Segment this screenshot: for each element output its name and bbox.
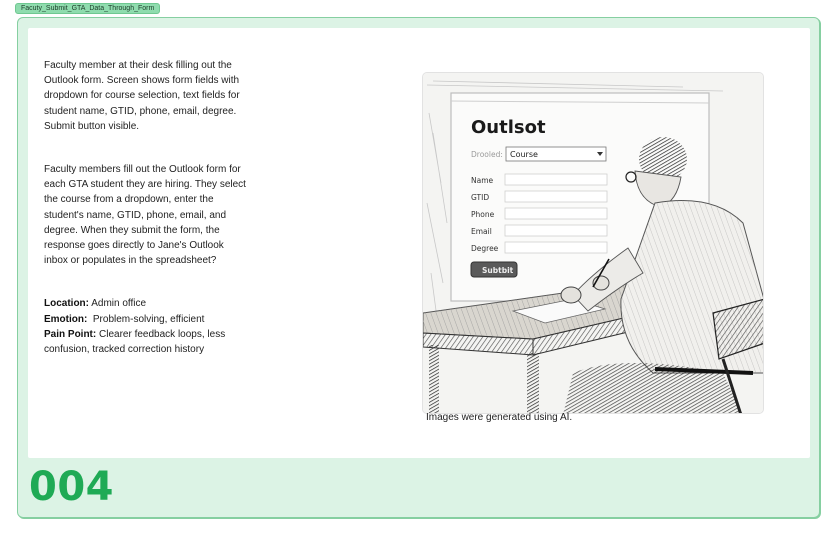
svg-text:Degree: Degree xyxy=(471,244,499,253)
scene-description: Faculty member at their desk filling out the Outlook form. Screen shows form fields with dropdown for course selection, text fields for student name, GTID, phone, email, degree. Submit button visible. xyxy=(44,60,240,132)
ai-illustration xyxy=(422,72,764,414)
pain-point-value: Clearer feedback loops, less confusion, tracked correction history xyxy=(44,328,226,356)
pain-point-row xyxy=(44,327,249,357)
svg-text:Course: Course xyxy=(510,150,538,159)
svg-text:Outlsot: Outlsot xyxy=(471,117,546,138)
location-label: Location: xyxy=(44,298,89,310)
narrative-text: Faculty members fill out the Outlook form for each GTA student they are hiring. They select the course from a dropdown, enter the student's name, GTID, phone, email, and degree. When they submit the form, the response goes directly to Jane's Outlook inbox or populates in the spreadsheet? xyxy=(44,164,246,267)
card-number: 004 xyxy=(29,464,114,510)
location-row xyxy=(44,296,249,311)
svg-text:Email: Email xyxy=(471,227,492,236)
svg-text:GTID: GTID xyxy=(471,193,490,202)
card-content-panel xyxy=(28,28,810,458)
emotion-row xyxy=(44,312,249,327)
svg-text:Drooled:: Drooled: xyxy=(471,150,503,159)
pain-point-label: Pain Point: xyxy=(44,328,97,340)
meta-block xyxy=(44,296,249,357)
svg-text:Subtbit: Subtbit xyxy=(482,266,514,275)
emotion-label: Emotion: xyxy=(44,313,88,325)
sketch-faculty-at-desk-icon xyxy=(423,73,764,414)
svg-text:Phone: Phone xyxy=(471,210,495,219)
text-column xyxy=(44,58,249,357)
storyboard-card xyxy=(17,17,820,518)
emotion-value: Problem-solving, efficient xyxy=(87,313,205,325)
svg-text:Name: Name xyxy=(471,176,494,185)
ai-image-caption: Images were generated using AI. xyxy=(426,412,573,423)
location-value: Admin office xyxy=(89,298,147,310)
frame-label[interactable]: Facuty_Submit_GTA_Data_Through_Form xyxy=(15,3,160,14)
